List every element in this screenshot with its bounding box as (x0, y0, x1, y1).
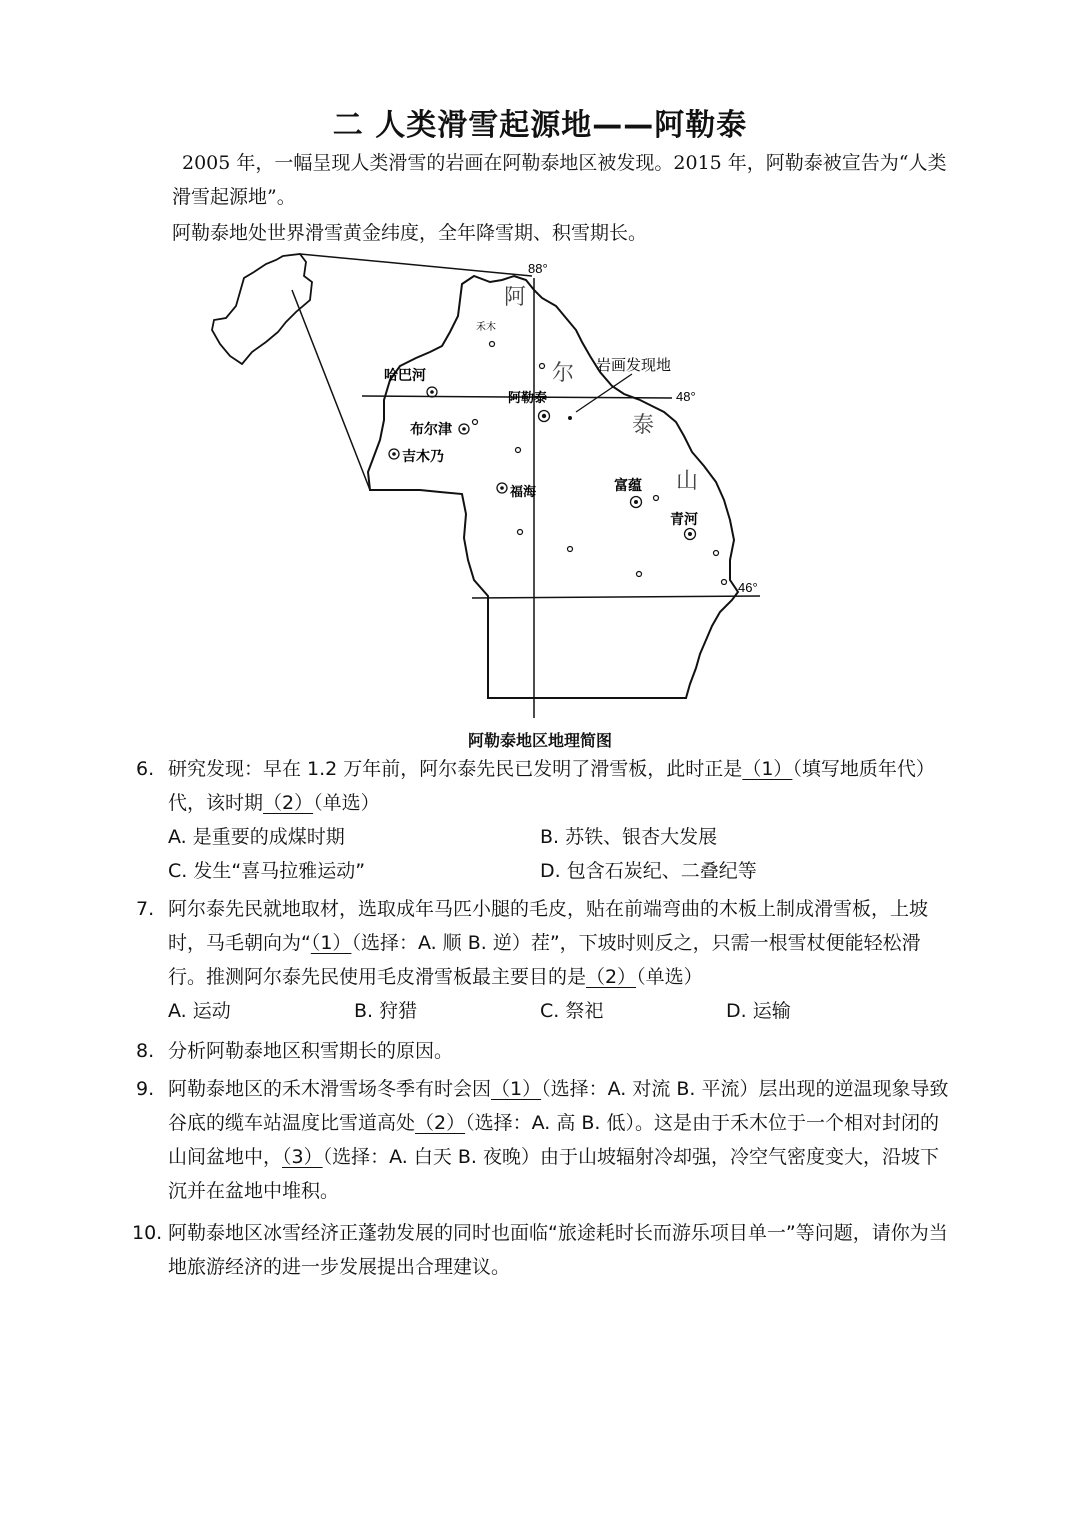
parallel-46-line (472, 596, 760, 598)
question-7-option-b[interactable]: B. 狩猎 (354, 1000, 418, 1022)
question-7-text-b: （选择：A. 顺 B. 逆）茬”，下坡时则反之，只需一根雪杖便能轻松滑行。推测阿尔泰先民使用毛皮滑雪板最主要目的是 (168, 932, 921, 988)
settlement-marker (568, 547, 573, 552)
intro-paragraph-1: 2005 年，一幅呈现人类滑雪的岩画在阿勒泰地区被发现。2015 年，阿勒泰被宣告为“人类滑雪起源地”。 (172, 152, 947, 208)
question-8 (136, 1034, 956, 1068)
place-fuyun-marker-inner (634, 500, 638, 504)
mountain-char-tai: 泰 (632, 413, 655, 438)
place-jimunai-label: 吉木乃 (402, 449, 444, 465)
settlement-marker (722, 580, 727, 585)
place-habahe-marker-inner (430, 390, 434, 394)
question-7-option-d[interactable]: D. 运输 (726, 1000, 791, 1022)
settlement-marker (518, 530, 523, 535)
place-fuhai-label: 福海 (510, 485, 537, 500)
question-6-options (168, 820, 956, 888)
place-habahe-label: 哈巴河 (384, 368, 426, 384)
question-9-text-d: （选择：A. 白天 B. 夜晚）由于山坡辐射冷却强，冷空气密度变大，沿坡下沉并在盆地中堆积。 (168, 1146, 940, 1202)
section-title: 二 人类滑雪起源地——阿勒泰 (332, 108, 748, 143)
question-8-number: 8. (136, 1040, 155, 1062)
settlement-marker (473, 420, 478, 425)
intro-paragraph-2: 阿勒泰地处世界滑雪黄金纬度，全年降雪期、积雪期长。 (172, 222, 648, 244)
mountain-char-er: 尔 (552, 361, 575, 386)
question-7-options (168, 994, 956, 1028)
altay-region-map (200, 250, 780, 720)
question-6-text-c: （单选） (313, 792, 380, 814)
question-6-text-b: （填写地质年代）代，该时期 (168, 758, 935, 814)
meridian-88-label: 88° (528, 261, 548, 276)
question-7-text-a: 阿尔泰先民就地取材，选取成年马匹小腿的毛皮，贴在前端弯曲的木板上制成滑雪板，上坡时，马毛朝向为“ (168, 898, 929, 954)
question-7-option-c[interactable]: C. 祭祀 (540, 1000, 604, 1022)
lat-48-label: 48° (676, 389, 696, 404)
question-6-number: 6. (136, 758, 155, 780)
question-9-text-a: 阿勒泰地区的禾木滑雪场冬季有时会因 (168, 1078, 492, 1100)
question-6-text-a: 研究发现：早在 1.2 万年前，阿尔泰先民已发明了滑雪板，此时正是 (168, 758, 743, 780)
question-7-text-c: （单选） (636, 966, 703, 988)
map-caption: 阿勒泰地区地理简图 (467, 731, 612, 750)
question-8-text: 分析阿勒泰地区积雪期长的原因。 (168, 1040, 454, 1062)
rock-art-site-marker (568, 416, 572, 420)
mountain-char-a: 阿 (504, 285, 527, 310)
connector-line-top (300, 254, 532, 276)
question-9-number: 9. (136, 1078, 155, 1100)
place-aletai-marker-inner (542, 414, 546, 418)
question-10 (132, 1216, 956, 1284)
xinjiang-locator-shape (212, 254, 312, 364)
question-7-blank-1[interactable]: （1） (310, 932, 352, 954)
place-jimunai-marker-inner (392, 452, 396, 456)
question-7-blank-2[interactable]: （2） (586, 966, 637, 988)
place-buerjin-marker-inner (462, 427, 466, 431)
connector-line-bottom (292, 290, 370, 490)
settlement-marker (654, 496, 659, 501)
question-10-text: 阿勒泰地区冰雪经济正蓬勃发展的同时也面临“旅途耗时长而游乐项目单一”等问题，请你为当地旅游经济的进一步发展提出合理建议。 (168, 1222, 948, 1278)
mountain-char-shan: 山 (676, 469, 699, 494)
place-qinghe-label: 青河 (670, 512, 698, 528)
question-7-number: 7. (136, 898, 155, 920)
question-6-blank-1[interactable]: （1） (742, 758, 793, 780)
place-fuyun-label: 富蕴 (614, 478, 642, 494)
settlement-marker (637, 572, 642, 577)
question-6-option-d[interactable]: D. 包含石炭纪、二叠纪等 (540, 860, 757, 882)
place-hemu-marker (490, 342, 495, 347)
question-6-blank-2[interactable]: （2） (263, 792, 314, 814)
question-9-text-c: （选择：A. 高 B. 低）。这是由于禾木位于一个相对封闭的山间盆地中， (168, 1112, 940, 1168)
question-6-option-b[interactable]: B. 苏铁、银杏大发展 (540, 826, 718, 848)
place-hemu-label: 禾木 (476, 322, 496, 333)
question-9-blank-1[interactable]: （1） (491, 1078, 542, 1100)
question-9-blank-2[interactable]: （2） (415, 1112, 466, 1134)
question-6-option-c[interactable]: C. 发生“喜马拉雅运动” (168, 860, 366, 882)
place-aletai-label: 阿勒泰 (508, 391, 548, 406)
place-qinghe-marker-inner (688, 532, 692, 536)
question-7-option-a[interactable]: A. 运动 (168, 1000, 231, 1022)
question-7 (136, 892, 956, 1028)
question-6-option-a[interactable]: A. 是重要的成煤时期 (168, 826, 345, 848)
lat-46-label: 46° (738, 580, 758, 595)
question-9-text-b: （选择：A. 对流 B. 平流）层出现的逆温现象导致谷底的缆车站温度比雪道高处 (168, 1078, 949, 1134)
settlement-marker (540, 364, 545, 369)
place-fuhai-marker-inner (500, 486, 504, 490)
settlement-marker (516, 448, 521, 453)
question-9 (136, 1072, 956, 1208)
question-6 (136, 752, 956, 888)
question-10-number: 10. (132, 1222, 163, 1244)
settlement-marker (714, 551, 719, 556)
rock-art-label: 岩画发现地 (596, 356, 672, 374)
place-buerjin-label: 布尔津 (410, 422, 452, 438)
question-9-blank-3[interactable]: （3） (282, 1146, 323, 1168)
